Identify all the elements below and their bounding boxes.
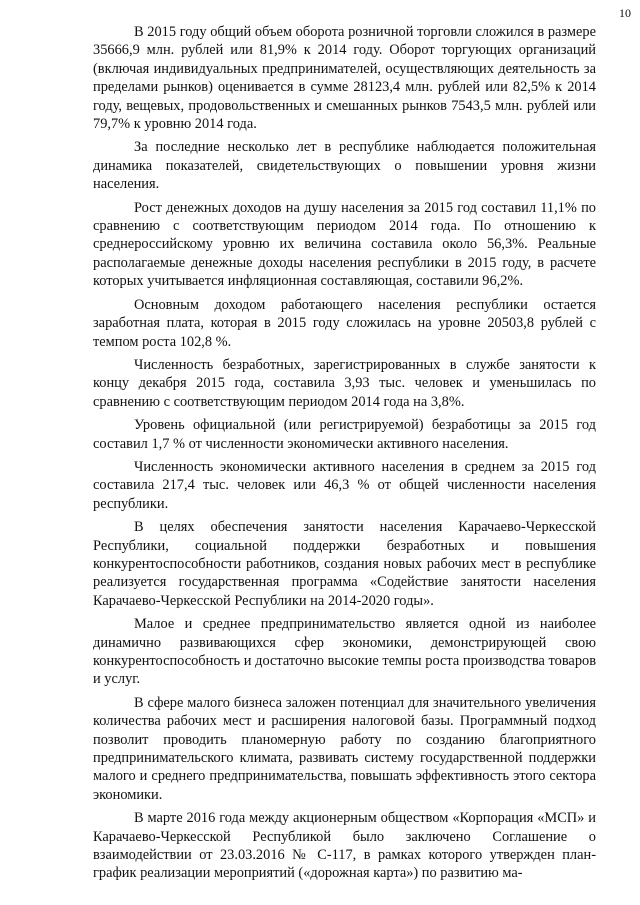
paragraph-unemployment-rate: Уровень официальной (или регистрируемой) безработицы за 2015 год составил 1,7 % от численности экономически активного населения. [93,417,596,452]
paragraph-unemployed-count: Численность безработных, зарегистрированных в службе занятости к концу декабря 2015 года, составила 3,93 тыс. человек и уменьшилась по сравнению с соответствующим периодом 2014 года на 3,8%. [93,356,596,410]
paragraph-small-business: Малое и среднее предпринимательство является одной из наиболее динамично развивающихся сфер экономики, демонстрирующей свою конкурентоспособность и достаточно высокие темпы роста производства товаров и услуг. [93,616,596,688]
paragraph-business-potential: В сфере малого бизнеса заложен потенциал для значительного увеличения количества рабочих мест и расширения налоговой базы. Программный подход позволит проводить планомерную работу по созданию благоприятного предпринимательского климата, развивать систему государственной поддержки малого и среднего предпринимательства, повышать эффективность этого сектора экономики. [93,694,596,803]
body-text [93,23,596,888]
paragraph-wages: Основным доходом работающего населения республики остается заработная плата, которая в 2015 году сложилась на уровне 20503,8 рублей с темпом роста 102,8 %. [93,296,596,350]
paragraph-employment-program: В целях обеспечения занятости населения Карачаево-Черкесской Республики, социальной поддержки безработных и повышения конкурентоспособности работников, создания новых рабочих мест в республике реализуется государственная программа «Содействие занятости населения Карачаево-Черкесской Республики на 2014-2020 годы». [93,519,596,609]
paragraph-labor-force: Численность экономически активного населения в среднем за 2015 год составила 217,4 тыс. человек или 46,3 % от общей численности населения республики. [93,458,596,512]
paragraph-living-standards: За последние несколько лет в республике наблюдается положительная динамика показателей, свидетельствующих о повышении уровня жизни населения. [93,139,596,193]
paragraph-retail-turnover: В 2015 году общий объем оборота розничной торговли сложился в размере 35666,9 млн. рублей или 81,9% к 2014 году. Оборот торгующих организаций (включая индивидуальных предпринимателей, осуществляющих деятельность за пределами рынков) оценивается в сумме 28123,4 млн. рублей или 82,5% к 2014 году, вещевых, продовольственных и смешанных рынков 7543,5 млн. рублей или 79,7% к уровню 2014 года. [93,24,596,133]
paragraph-msp-agreement: В марте 2016 года между акционерным обществом «Корпорация «МСП» и Карачаево-Черкесской Республикой было заключено Соглашение о взаимодействии от 23.03.2016 № С-117, в рамках которого утвержден план-график реализации мероприятий («дорожная карта») по развитию ма- [93,810,596,882]
page-number: 10 [619,6,631,20]
paragraph-income-growth: Рост денежных доходов на душу населения за 2015 год составил 11,1% по сравнению с соответствующим периодом 2014 года. По отношению к среднероссийскому уровню их величина составила около 56,3%. Реальные располагаемые денежные доходы населения республики в 2015 году, в расчете которых учитывается инфляционная составляющая, составили 96,2%. [93,199,596,290]
